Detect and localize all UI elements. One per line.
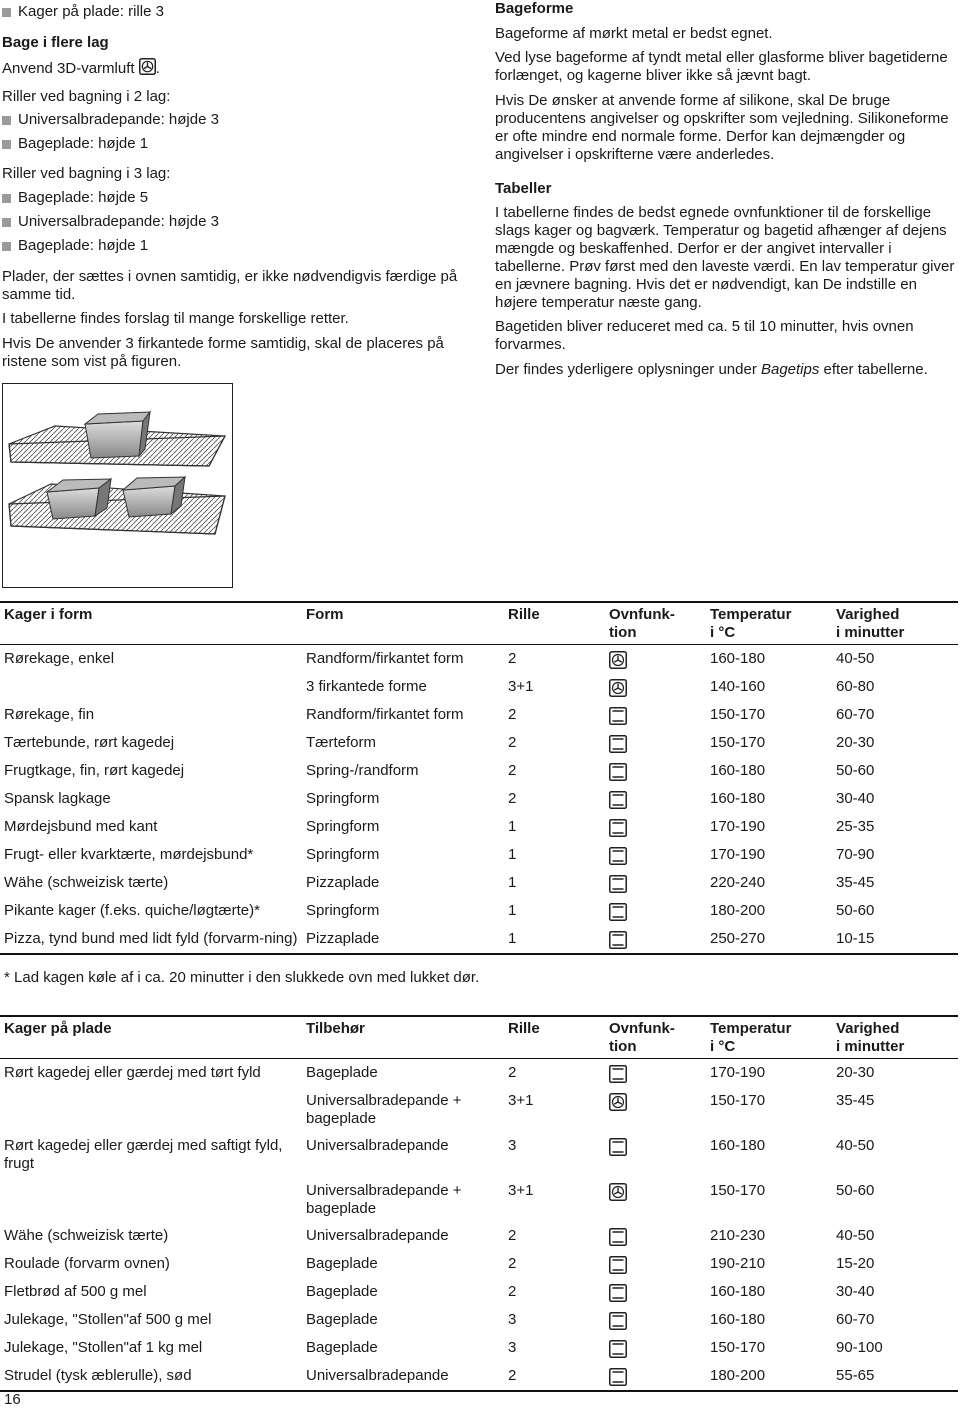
list-item	[0, 0, 164, 24]
bullet-square-icon	[2, 242, 11, 251]
list-item-text: Kager på plade: rille 3	[18, 3, 164, 20]
table-cell-rille: 2	[508, 762, 517, 779]
table-cell-time: 40-50	[836, 1227, 875, 1244]
paragraph: Bageforme af mørkt metal er bedst egnet.	[495, 25, 773, 42]
paragraph-text: Der findes yderligere oplysninger under	[495, 361, 761, 378]
paragraph: Hvis De ønsker at anvende forme af silikone, skal De bruge producentens angivelser og opskrifter som vejledning. Silikoneforme er ofte mindre end normale forme. Derfor kan dejmængder og angivelser i opskrifterne være anderledes.	[495, 92, 949, 163]
table-row	[0, 1132, 958, 1177]
oven-function-cell	[605, 1278, 706, 1306]
fan-icon	[609, 651, 627, 669]
page-number: 16	[4, 1391, 21, 1408]
table-cell-time: 25-35	[836, 818, 875, 835]
table-row	[0, 729, 958, 757]
column-header: Rille	[508, 606, 540, 623]
oven-function-cell	[605, 757, 706, 785]
list-item-text: Bageplade: højde 1	[18, 237, 149, 254]
top-bottom-heat-icon	[609, 707, 627, 725]
table-cell-temp: 170-190	[710, 846, 766, 863]
table-cell-time: 30-40	[836, 790, 875, 807]
table-cell-temp: 160-180	[710, 790, 766, 807]
top-bottom-heat-icon	[609, 1368, 627, 1386]
table-cell-form: Pizzaplade	[306, 930, 380, 947]
oven-function-cell	[605, 1059, 706, 1088]
table-row	[0, 1059, 958, 1088]
table-cell-temp: 160-180	[710, 650, 766, 667]
table-cell-time: 20-30	[836, 734, 875, 751]
table-cell-temp: 160-180	[710, 762, 766, 779]
list-item	[0, 108, 219, 132]
table-cell-temp: 180-200	[710, 902, 766, 919]
table-row	[0, 673, 958, 701]
table-cell-rille: 3	[508, 1339, 517, 1356]
table-cell-name: Fletbrød af 500 g mel	[4, 1283, 147, 1300]
paragraph: Bagetiden bliver reduceret med ca. 5 til 10 minutter, hvis ovnen forvarmes.	[495, 318, 914, 353]
table-row	[0, 1334, 958, 1362]
table-cell-form: Springform	[306, 846, 380, 863]
fan-icon	[609, 679, 627, 697]
paragraph: Ved lyse bageforme af tyndt metal eller glasforme bliver bagetiderne forlænget, og kagerne bliver ikke så jævnt bagt.	[495, 49, 948, 84]
table-cell-form: Randform/firkantet form	[306, 706, 464, 723]
table-cell-form: Bageplade	[306, 1283, 378, 1300]
list-item	[0, 186, 219, 210]
table-cell-time: 90-100	[836, 1339, 883, 1356]
oven-function-cell	[605, 785, 706, 813]
table-cell-name: Roulade (forvarm ovnen)	[4, 1255, 170, 1272]
list-item-text: Bageplade: højde 1	[18, 135, 149, 152]
table-cell-time: 55-65	[836, 1367, 875, 1384]
table-row	[0, 785, 958, 813]
table-row	[0, 1177, 958, 1222]
oven-function-cell	[605, 673, 706, 701]
paragraph: Hvis De anvender 3 firkantede forme samtidig, skal de placeres på ristene som vist på figuren.	[2, 335, 444, 370]
table-row	[0, 1222, 958, 1250]
table-row	[0, 813, 958, 841]
table-row	[0, 897, 958, 925]
top-bottom-heat-icon	[609, 1312, 627, 1330]
table-cell-form: Universalbradepande	[306, 1227, 449, 1244]
paragraph-3d: Anvend 3D-varmluft .	[2, 60, 160, 77]
table-cell-form: Tærteform	[306, 734, 377, 751]
list-item	[0, 234, 219, 258]
table-cell-form: Universalbradepande + bageplade	[306, 1182, 462, 1217]
table-cell-name: Frugtkage, fin, rørt kagedej	[4, 762, 185, 779]
paragraph: I tabellerne findes de bedst egnede ovnfunktioner til de forskellige slags kager og bagværk. Temperatur og bagetid afhænger af dejens mængde og beskaffenhed. Derfor er der angivet intervaller i tabellerne. Prøv først med den laveste værdi. En lav temperatur giver en jævnere bagning. Hvis det er nødvendigt, kan De indstille en højere temperatur næste gang.	[495, 204, 955, 311]
column-header: Tilbehør	[306, 1020, 365, 1037]
table-cell-temp: 140-160	[710, 678, 766, 695]
column-header: Varighed i minutter	[836, 1020, 905, 1055]
table-cell-form: Springform	[306, 790, 380, 807]
column-header: Temperatur i °C	[710, 606, 792, 641]
table-cell-rille: 3+1	[508, 1092, 534, 1109]
table-cell-rille: 3+1	[508, 678, 534, 695]
list-item-text: Universalbradepande: højde 3	[18, 213, 219, 230]
paragraph-text: efter tabellerne.	[819, 361, 928, 378]
top-bottom-heat-icon	[609, 735, 627, 753]
table-cell-time: 35-45	[836, 1092, 875, 1109]
top-bottom-heat-icon	[609, 1065, 627, 1083]
table-cell-temp: 150-170	[710, 706, 766, 723]
table-row	[0, 1087, 958, 1132]
table-cell-name: Pikante kager (f.eks. quiche/løgtærte)*	[4, 902, 260, 919]
table-cell-name: Julekage, "Stollen"af 1 kg mel	[4, 1339, 203, 1356]
table-row	[0, 757, 958, 785]
column-header: Varighed i minutter	[836, 606, 905, 641]
oven-function-cell	[605, 1334, 706, 1362]
table-row	[0, 869, 958, 897]
column-header: Kager på plade	[4, 1020, 112, 1037]
table-cell-rille: 1	[508, 846, 517, 863]
fan-icon	[609, 1093, 627, 1111]
table-cell-name: Julekage, "Stollen"af 500 g mel	[4, 1311, 212, 1328]
oven-function-cell	[605, 1306, 706, 1334]
table-cell-name: Frugt- eller kvarktærte, mørdejsbund*	[4, 846, 254, 863]
table-cell-rille: 1	[508, 902, 517, 919]
fan-icon	[139, 58, 156, 75]
table-cell-form: Springform	[306, 902, 380, 919]
table-cell-form: Springform	[306, 818, 380, 835]
table-header-row	[0, 602, 958, 645]
table-cell-name	[0, 1177, 302, 1222]
column-header: Temperatur i °C	[710, 1020, 792, 1055]
table-cell-temp: 160-180	[710, 1137, 766, 1154]
table-cell-name	[0, 673, 302, 701]
column-header: Ovnfunk- tion	[609, 1020, 675, 1055]
list-item-text: Universalbradepande: højde 3	[18, 111, 219, 128]
table-cell-form: Bageplade	[306, 1255, 378, 1272]
top-bottom-heat-icon	[609, 903, 627, 921]
table-row	[0, 841, 958, 869]
oven-function-cell	[605, 1362, 706, 1391]
table-cell-form: Spring-/randform	[306, 762, 419, 779]
top-bottom-heat-icon	[609, 931, 627, 949]
bullet-square-icon	[2, 218, 11, 227]
table-cell-time: 35-45	[836, 874, 875, 891]
section-heading: Tabeller	[495, 180, 552, 197]
table-cell-rille: 2	[508, 650, 517, 667]
oven-function-cell	[605, 869, 706, 897]
oven-function-cell	[605, 645, 706, 674]
table-cell-name: Spansk lagkage	[4, 790, 111, 807]
bullet-list	[0, 186, 219, 258]
paragraph: Riller ved bagning i 2 lag:	[2, 88, 171, 105]
table-cell-form: Pizzaplade	[306, 874, 380, 891]
top-bottom-heat-icon	[609, 819, 627, 837]
link-text: Bagetips	[760, 361, 820, 378]
bullet-square-icon	[2, 116, 11, 125]
top-bottom-heat-icon	[609, 875, 627, 893]
table-row	[0, 645, 958, 674]
oven-function-cell	[605, 897, 706, 925]
table-cell-temp: 150-170	[710, 734, 766, 751]
oven-function-cell	[605, 1250, 706, 1278]
top-bottom-heat-icon	[609, 791, 627, 809]
table-cell-rille: 2	[508, 1255, 517, 1272]
oven-function-cell	[605, 1177, 706, 1222]
table-cell-rille: 1	[508, 930, 517, 947]
bullet-square-icon	[2, 8, 11, 17]
top-bottom-heat-icon	[609, 1228, 627, 1246]
table-cell-time: 60-70	[836, 1311, 875, 1328]
paragraph	[495, 361, 955, 379]
table-row	[0, 925, 958, 954]
list-item	[0, 132, 219, 156]
column-header: Form	[306, 606, 344, 623]
top-bottom-heat-icon	[609, 847, 627, 865]
top-bottom-heat-icon	[609, 763, 627, 781]
table-cell-temp: 220-240	[710, 874, 766, 891]
table-cell-rille: 2	[508, 1064, 517, 1081]
table-row	[0, 1362, 958, 1391]
table-footnote: * Lad kagen køle af i ca. 20 minutter i den slukkede ovn med lukket dør.	[4, 969, 480, 986]
table-cell-rille: 3+1	[508, 1182, 534, 1199]
racks-with-pans-image	[3, 384, 232, 587]
table-cell-temp: 250-270	[710, 930, 766, 947]
table-cell-time: 60-70	[836, 706, 875, 723]
table-cell-form: Bageplade	[306, 1311, 378, 1328]
bullet-square-icon	[2, 194, 11, 203]
table-cell-rille: 1	[508, 874, 517, 891]
table-cell-temp: 150-170	[710, 1092, 766, 1109]
oven-function-cell	[605, 841, 706, 869]
table-cell-time: 40-50	[836, 650, 875, 667]
table-cell-name	[0, 1087, 302, 1132]
table-cell-name: Wähe (schweizisk tærte)	[4, 874, 169, 891]
list-item	[0, 210, 219, 234]
paragraph-text: Anvend 3D-varmluft	[2, 60, 135, 77]
table-cell-rille: 2	[508, 1283, 517, 1300]
column-header: Kager i form	[4, 606, 93, 623]
oven-function-cell	[605, 729, 706, 757]
table-cell-temp: 150-170	[710, 1182, 766, 1199]
table-cell-rille: 2	[508, 734, 517, 751]
bullet-list	[0, 108, 219, 156]
section-heading: Bageforme	[495, 0, 574, 17]
paragraph: Plader, der sættes i ovnen samtidig, er ikke nødvendigvis færdige på samme tid.	[2, 268, 458, 303]
table-cell-time: 15-20	[836, 1255, 875, 1272]
table-cell-form: Bageplade	[306, 1064, 378, 1081]
table-cell-rille: 2	[508, 1227, 517, 1244]
column-header: Ovnfunk- tion	[609, 606, 675, 641]
table-cell-time: 40-50	[836, 1137, 875, 1154]
table-cell-name: Strudel (tysk æblerulle), sød	[4, 1367, 192, 1384]
table-cell-time: 50-60	[836, 902, 875, 919]
table-cell-name: Rørt kagedej eller gærdej med tørt fyld	[4, 1064, 261, 1081]
table-cell-time: 60-80	[836, 678, 875, 695]
oven-function-cell	[605, 925, 706, 954]
top-bottom-heat-icon	[609, 1284, 627, 1302]
table-row	[0, 1250, 958, 1278]
table-cell-name: Rørekage, enkel	[4, 650, 115, 667]
oven-function-cell	[605, 1087, 706, 1132]
table-cell-form: 3 firkantede forme	[306, 678, 427, 695]
bullet-square-icon	[2, 140, 11, 149]
table-row	[0, 701, 958, 729]
oven-function-cell	[605, 701, 706, 729]
table-cell-form: Bageplade	[306, 1339, 378, 1356]
oven-function-cell	[605, 1222, 706, 1250]
table-cell-temp: 150-170	[710, 1339, 766, 1356]
table-cell-name: Tærtebunde, rørt kagedej	[4, 734, 175, 751]
oven-function-cell	[605, 1132, 706, 1177]
table-cell-form: Universalbradepande	[306, 1367, 449, 1384]
table-cell-rille: 2	[508, 790, 517, 807]
section-heading: Bage i flere lag	[2, 34, 109, 51]
column-header: Rille	[508, 1020, 540, 1037]
table-cell-temp: 190-210	[710, 1255, 766, 1272]
table-cell-form: Randform/firkantet form	[306, 650, 464, 667]
table-cell-time: 20-30	[836, 1064, 875, 1081]
table-row	[0, 1306, 958, 1334]
fan-icon	[609, 1183, 627, 1201]
table-cell-time: 30-40	[836, 1283, 875, 1300]
table-cell-name: Rørekage, fin	[4, 706, 95, 723]
table-cell-temp: 170-190	[710, 1064, 766, 1081]
table-cell-rille: 2	[508, 706, 517, 723]
table-cell-time: 70-90	[836, 846, 875, 863]
table-cell-temp: 160-180	[710, 1283, 766, 1300]
table-cell-temp: 170-190	[710, 818, 766, 835]
table-cell-temp: 160-180	[710, 1311, 766, 1328]
table-cell-temp: 180-200	[710, 1367, 766, 1384]
paragraph: I tabellerne findes forslag til mange forskellige retter.	[2, 310, 349, 327]
table-header-row	[0, 1016, 958, 1059]
table-cell-rille: 3	[508, 1137, 517, 1154]
table-cell-name: Wähe (schweizisk tærte)	[4, 1227, 169, 1244]
oven-function-cell	[605, 813, 706, 841]
table-cell-time: 50-60	[836, 762, 875, 779]
table-cell-rille: 1	[508, 818, 517, 835]
oven-racks-illustration	[2, 383, 233, 588]
table-cell-temp: 210-230	[710, 1227, 766, 1244]
top-bottom-heat-icon	[609, 1256, 627, 1274]
top-bottom-heat-icon	[609, 1340, 627, 1358]
cakes-on-tray-table	[0, 1015, 958, 1392]
table-cell-name: Rørt kagedej eller gærdej med saftigt fyld, frugt	[4, 1137, 283, 1172]
top-bottom-heat-icon	[609, 1138, 627, 1156]
table-cell-name: Mørdejsbund med kant	[4, 818, 158, 835]
table-cell-rille: 3	[508, 1311, 517, 1328]
table-cell-form: Universalbradepande	[306, 1137, 449, 1154]
table-row	[0, 1278, 958, 1306]
paragraph: Riller ved bagning i 3 lag:	[2, 165, 171, 182]
table-cell-time: 10-15	[836, 930, 875, 947]
table-cell-time: 50-60	[836, 1182, 875, 1199]
list-item-text: Bageplade: højde 5	[18, 189, 149, 206]
cakes-in-form-table	[0, 601, 958, 955]
table-cell-form: Universalbradepande + bageplade	[306, 1092, 462, 1127]
table-cell-rille: 2	[508, 1367, 517, 1384]
table-cell-name: Pizza, tynd bund med lidt fyld (forvarm-ning)	[4, 930, 298, 947]
